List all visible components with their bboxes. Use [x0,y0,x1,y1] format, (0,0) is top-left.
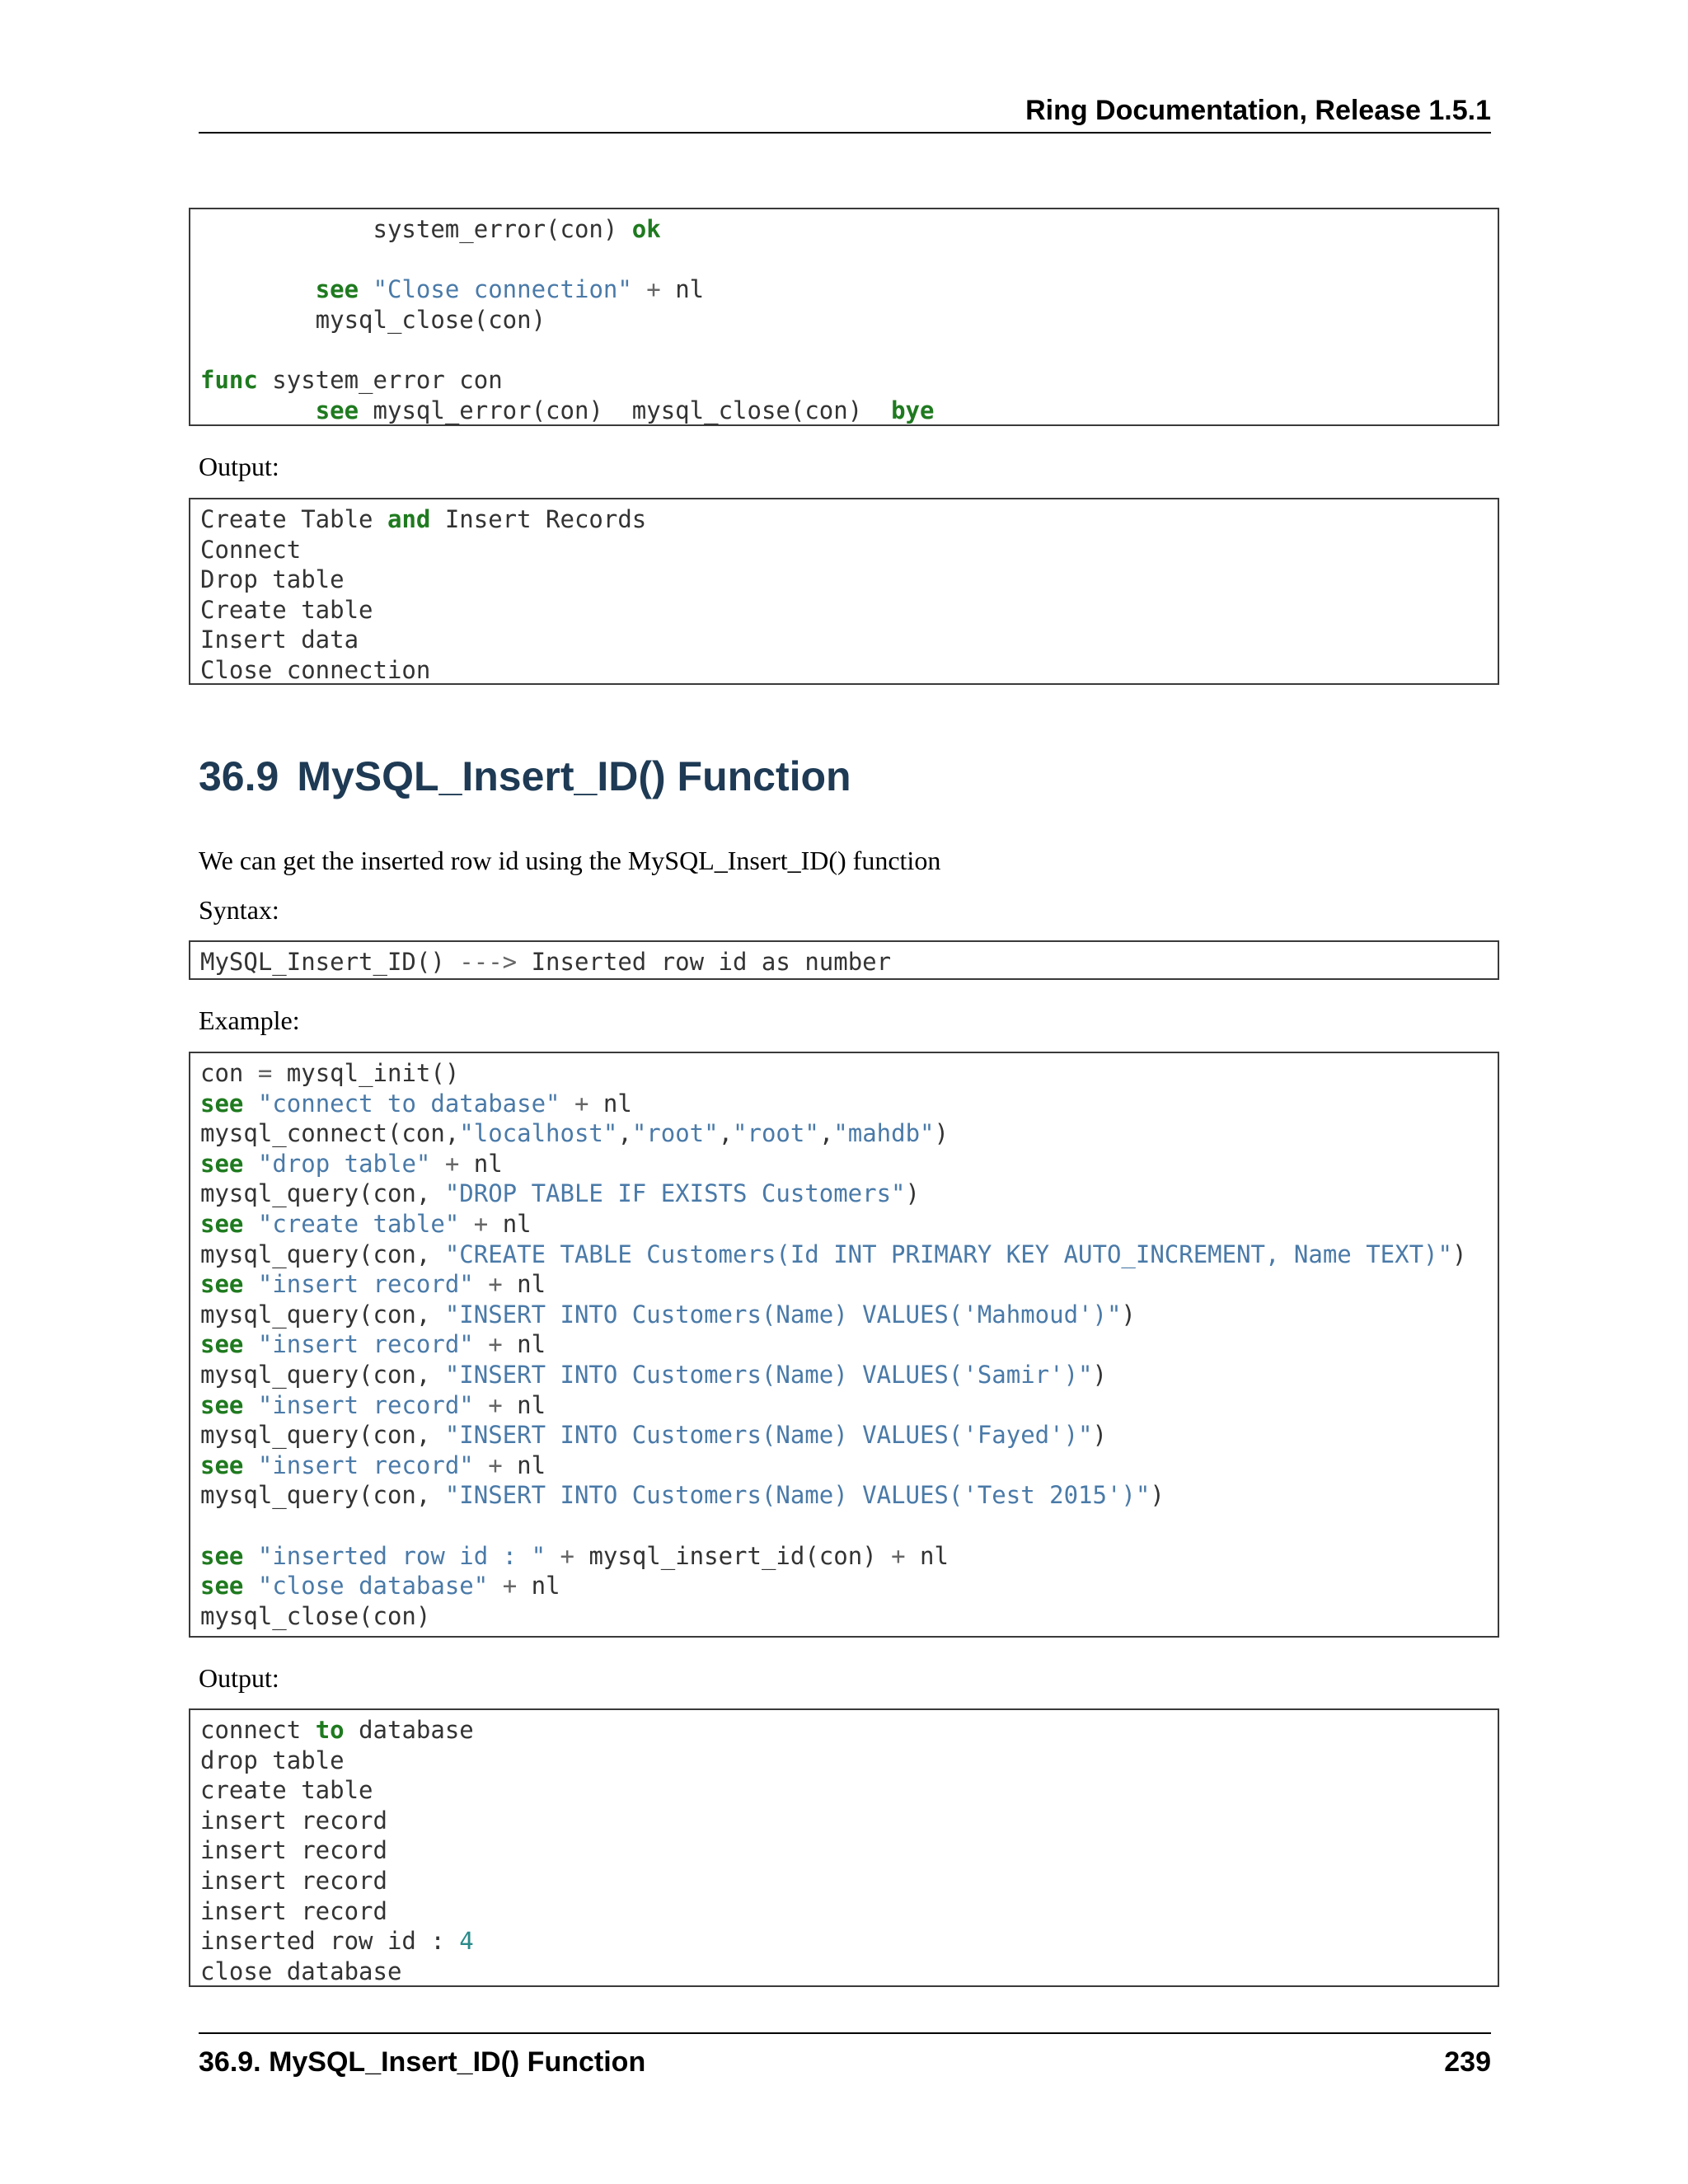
code-text [430,1150,444,1178]
section-number: 36.9 [199,753,279,799]
code-text [359,275,373,303]
code-text: nl [517,1572,560,1601]
page-number: 239 [1444,2046,1491,2078]
code-line [200,1058,459,1089]
code-text: database [344,1716,474,1744]
code-text: ) [905,1179,920,1208]
code-operator: + [502,1572,518,1601]
code-text [474,1451,488,1479]
code-text: Create table [200,595,373,624]
code-string: "create table" [257,1210,460,1238]
code-text: system_error(con) [200,215,632,243]
code-text: ) [934,1119,949,1148]
code-operator: + [891,1541,906,1570]
code-string: "insert record" [257,1451,474,1479]
code-text: nl [502,1451,546,1479]
code-keyword: see [200,1089,244,1118]
code-keyword: see [200,1451,244,1479]
code-text: Create Table [200,505,387,533]
syntax-label: Syntax: [199,895,279,925]
output-block-2 [189,1708,1499,1987]
code-text: mysql_query(con, [200,1421,445,1450]
code-operator: ---> [459,948,518,976]
code-string: "insert record" [257,1330,474,1359]
code-text: inserted row id : [200,1927,460,1956]
code-keyword: see [200,1330,244,1359]
code-text: drop table [200,1746,345,1774]
code-string: "INSERT INTO Customers(Name) VALUES('Mahmoud')" [444,1300,1122,1329]
code-text [474,1391,488,1419]
code-text: ) [1150,1481,1165,1510]
code-text: nl [905,1541,949,1570]
code-text: Insert Records [430,505,647,533]
code-line [200,1746,345,1776]
code-text [243,1330,257,1358]
code-text: Connect [200,535,302,564]
code-keyword: see [315,396,359,424]
code-string: "root" [733,1119,819,1148]
code-line [200,1926,474,1957]
code-operator: + [560,1541,574,1570]
code-text: nl [502,1390,546,1419]
code-line [200,1451,546,1481]
code-line [200,535,301,565]
code-text: mysql_close(con) [200,1601,431,1630]
code-line [200,1209,532,1240]
code-text [243,1572,257,1600]
code-string: "connect to database" [257,1089,560,1118]
header-title: Ring Documentation, Release 1.5.1 [1025,95,1491,126]
code-string: "insert record" [257,1270,474,1299]
code-line [200,655,430,686]
code-line [200,565,345,595]
code-text: nl [488,1210,532,1238]
code-text: ) [1092,1421,1107,1450]
code-text: nl [588,1089,632,1118]
code-keyword: func [200,366,258,394]
code-string: "insert record" [257,1390,474,1419]
code-text: insert record [200,1836,387,1865]
code-text [243,1090,257,1118]
page-header [199,92,1491,134]
code-line [200,1269,546,1300]
code-text: ) [1451,1240,1467,1268]
code-text: mysql_close(con) [200,305,546,334]
code-line [200,274,704,305]
code-keyword: ok [631,215,661,243]
section-heading [199,750,851,803]
code-line [200,1300,1136,1330]
code-operator: + [646,275,661,304]
code-line [200,1420,1107,1451]
code-text [200,396,316,424]
code-string: "INSERT INTO Customers(Name) VALUES('Fayed')" [444,1421,1093,1450]
code-text: , [617,1119,632,1148]
code-string: "INSERT INTO Customers(Name) VALUES('Test 2015')" [444,1481,1151,1510]
code-line [200,305,546,335]
code-text: mysql_error(con) mysql_close(con) [359,396,892,424]
code-text: mysql_insert_id(con) [574,1541,892,1570]
code-text: mysql_query(con, [200,1179,445,1208]
code-line [200,1806,387,1836]
code-line [200,1541,949,1572]
code-line [200,1089,632,1119]
code-string: "close database" [257,1572,489,1601]
code-string: "localhost" [459,1119,618,1148]
code-text: Inserted row id as number [517,948,892,976]
code-line [200,1896,387,1927]
code-text: mysql_query(con, [200,1481,445,1510]
code-text: nl [502,1330,546,1359]
code-text: Close connection [200,656,431,684]
code-text [632,275,646,303]
output-block-1 [189,498,1499,685]
code-line [200,1329,546,1360]
section-intro: We can get the inserted row id using the MySQL_Insert_ID() function [199,846,941,875]
code-line [200,504,646,535]
code-line [200,1149,503,1179]
code-text: con [200,1059,258,1087]
code-line [200,365,503,396]
code-text [474,1330,488,1358]
code-text: , [718,1119,734,1148]
code-text: mysql_connect(con, [200,1119,460,1148]
code-text: Insert data [200,626,359,654]
code-text: insert record [200,1806,387,1835]
page-footer [199,2032,1491,2083]
code-number: 4 [459,1927,474,1956]
code-text [459,1210,473,1238]
code-text: Drop table [200,565,345,594]
code-keyword: see [200,1210,244,1238]
code-text [560,1090,574,1118]
code-string: "DROP TABLE IF EXISTS Customers" [444,1179,906,1208]
code-keyword: see [200,1572,244,1601]
code-text [243,1150,257,1178]
code-line [200,396,934,426]
example-label: Example: [199,1005,300,1035]
code-line [200,1179,920,1209]
code-line [200,1715,474,1746]
code-keyword: see [200,1270,244,1299]
code-text: mysql_query(con, [200,1361,445,1389]
code-text: insert record [200,1896,387,1925]
code-block-continuation [189,208,1499,426]
code-text [488,1572,502,1600]
code-line [200,214,661,245]
code-text: nl [502,1270,546,1299]
code-text [243,1270,257,1298]
code-line [200,625,359,655]
code-text [200,275,316,303]
code-line [200,1775,373,1806]
syntax-block [189,940,1499,980]
code-text: insert record [200,1867,387,1895]
code-line [200,1571,560,1601]
code-string: "mahdb" [833,1119,935,1148]
code-keyword: bye [891,396,935,424]
code-operator: + [574,1089,589,1118]
code-text [474,1270,488,1298]
code-operator: + [444,1149,460,1178]
code-operator: + [488,1390,503,1419]
code-keyword: to [315,1716,345,1744]
code-text: mysql_query(con, [200,1240,445,1268]
code-text: system_error con [257,366,503,394]
code-line [200,1866,387,1896]
code-text [243,1391,257,1419]
code-line [200,1601,430,1632]
code-text [243,1451,257,1479]
code-text: nl [459,1149,503,1178]
code-line [200,1240,1466,1270]
output-label-2: Output: [199,1663,279,1693]
code-keyword: see [200,1390,244,1419]
code-string: "INSERT INTO Customers(Name) VALUES('Samir')" [444,1361,1093,1389]
output-label: Output: [199,452,279,481]
code-operator: + [488,1270,503,1299]
code-operator: = [257,1059,273,1087]
code-text: ) [1121,1300,1136,1329]
code-text: close database [200,1957,402,1985]
code-operator: + [488,1451,503,1479]
code-text: connect [200,1716,316,1744]
code-operator: + [488,1330,503,1359]
code-string: "root" [631,1119,719,1148]
code-text [243,1210,257,1238]
code-text [546,1542,560,1570]
code-text: create table [200,1776,373,1805]
code-line [200,1390,546,1421]
section-title: MySQL_Insert_ID() Function [297,753,851,799]
code-text [243,1542,257,1570]
code-line [200,1360,1107,1390]
code-keyword: see [315,275,359,304]
code-line [200,1118,949,1149]
code-text: mysql_init() [272,1059,460,1087]
code-text: , [818,1119,834,1148]
code-line [200,1480,1165,1511]
code-string: "CREATE TABLE Customers(Id INT PRIMARY KEY AUTO_INCREMENT, Name TEXT)" [444,1240,1452,1268]
code-string: "Close connection" [373,275,632,304]
code-string: "drop table" [257,1149,431,1178]
code-line [200,947,891,977]
code-line [200,595,373,626]
example-code-block [189,1052,1499,1638]
code-text: MySQL_Insert_ID() [200,948,460,976]
code-text: nl [660,275,705,304]
code-line [200,1835,387,1866]
code-keyword: see [200,1541,244,1570]
code-text: mysql_query(con, [200,1300,445,1329]
code-string: "inserted row id : " [257,1541,546,1570]
code-keyword: and [387,505,431,533]
code-keyword: see [200,1149,244,1178]
code-operator: + [473,1210,489,1238]
footer-section: 36.9. MySQL_Insert_ID() Function [199,2046,646,2078]
code-text: ) [1092,1361,1107,1389]
code-line [200,1957,401,1987]
